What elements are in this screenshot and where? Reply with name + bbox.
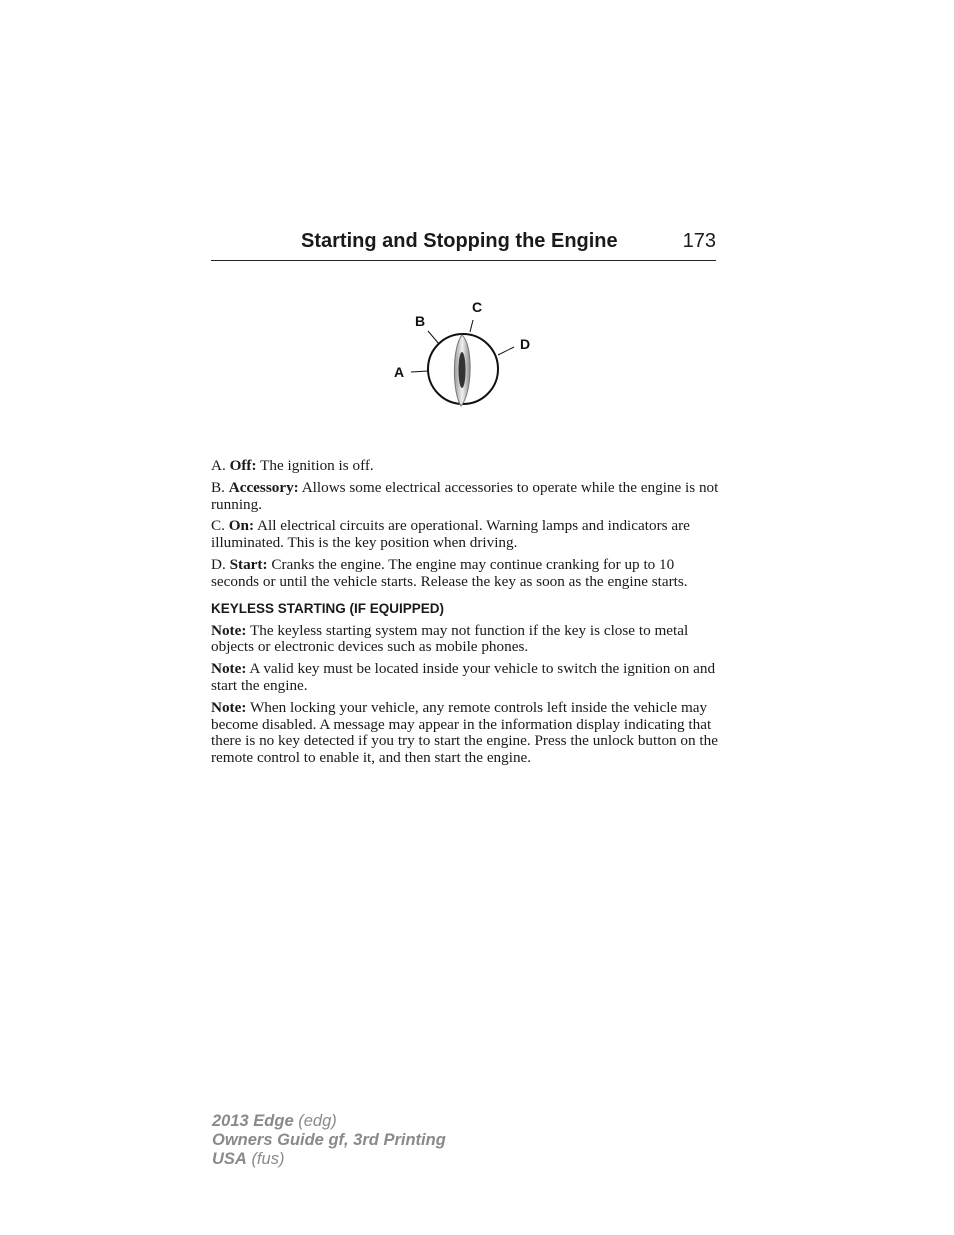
body-text	[211, 458, 719, 772]
footer-model: 2013 Edge (edg)	[212, 1112, 337, 1130]
page-number: 173	[682, 230, 716, 252]
position-item: B. Accessory: Allows some electrical accessories to operate while the engine is not running.	[211, 478, 719, 513]
section-title: Starting and Stopping the Engine	[301, 230, 618, 252]
page-footer	[212, 1112, 446, 1169]
page-header	[211, 228, 716, 261]
position-item: A. Off: The ignition is off.	[211, 457, 374, 474]
keyless-heading: KEYLESS STARTING (IF EQUIPPED)	[211, 600, 445, 616]
note-item: Note: The keyless starting system may not function if the key is close to metal objects or electronic devices such as mobile phones.	[211, 621, 689, 656]
label-d: D	[520, 336, 531, 352]
label-b: B	[415, 313, 426, 329]
note-item: Note: A valid key must be located inside your vehicle to switch the ignition on and start the engine.	[211, 660, 716, 694]
label-c: C	[472, 299, 483, 315]
key-slot	[459, 352, 466, 388]
footer-region: USA (fus)	[212, 1150, 285, 1168]
ignition-diagram	[380, 292, 550, 417]
position-item: C. On: All electrical circuits are operational. Warning lamps and indicators are illuminated. This is the key position when driving.	[211, 517, 690, 552]
position-item: D. Start: Cranks the engine. The engine may continue cranking for up to 10 seconds or until the vehicle starts. Release the key as soon as the engine starts.	[211, 555, 688, 590]
label-a: A	[394, 364, 405, 380]
note-item: Note: When locking your vehicle, any remote controls left inside the vehicle may become disabled. A message may appear in the information display indicating that there is no key detected if you try to start the engine. Press the unlock button on the remote control to enable it, and then start the engine.	[211, 698, 718, 767]
footer-guide: Owners Guide gf, 3rd Printing	[212, 1131, 446, 1149]
